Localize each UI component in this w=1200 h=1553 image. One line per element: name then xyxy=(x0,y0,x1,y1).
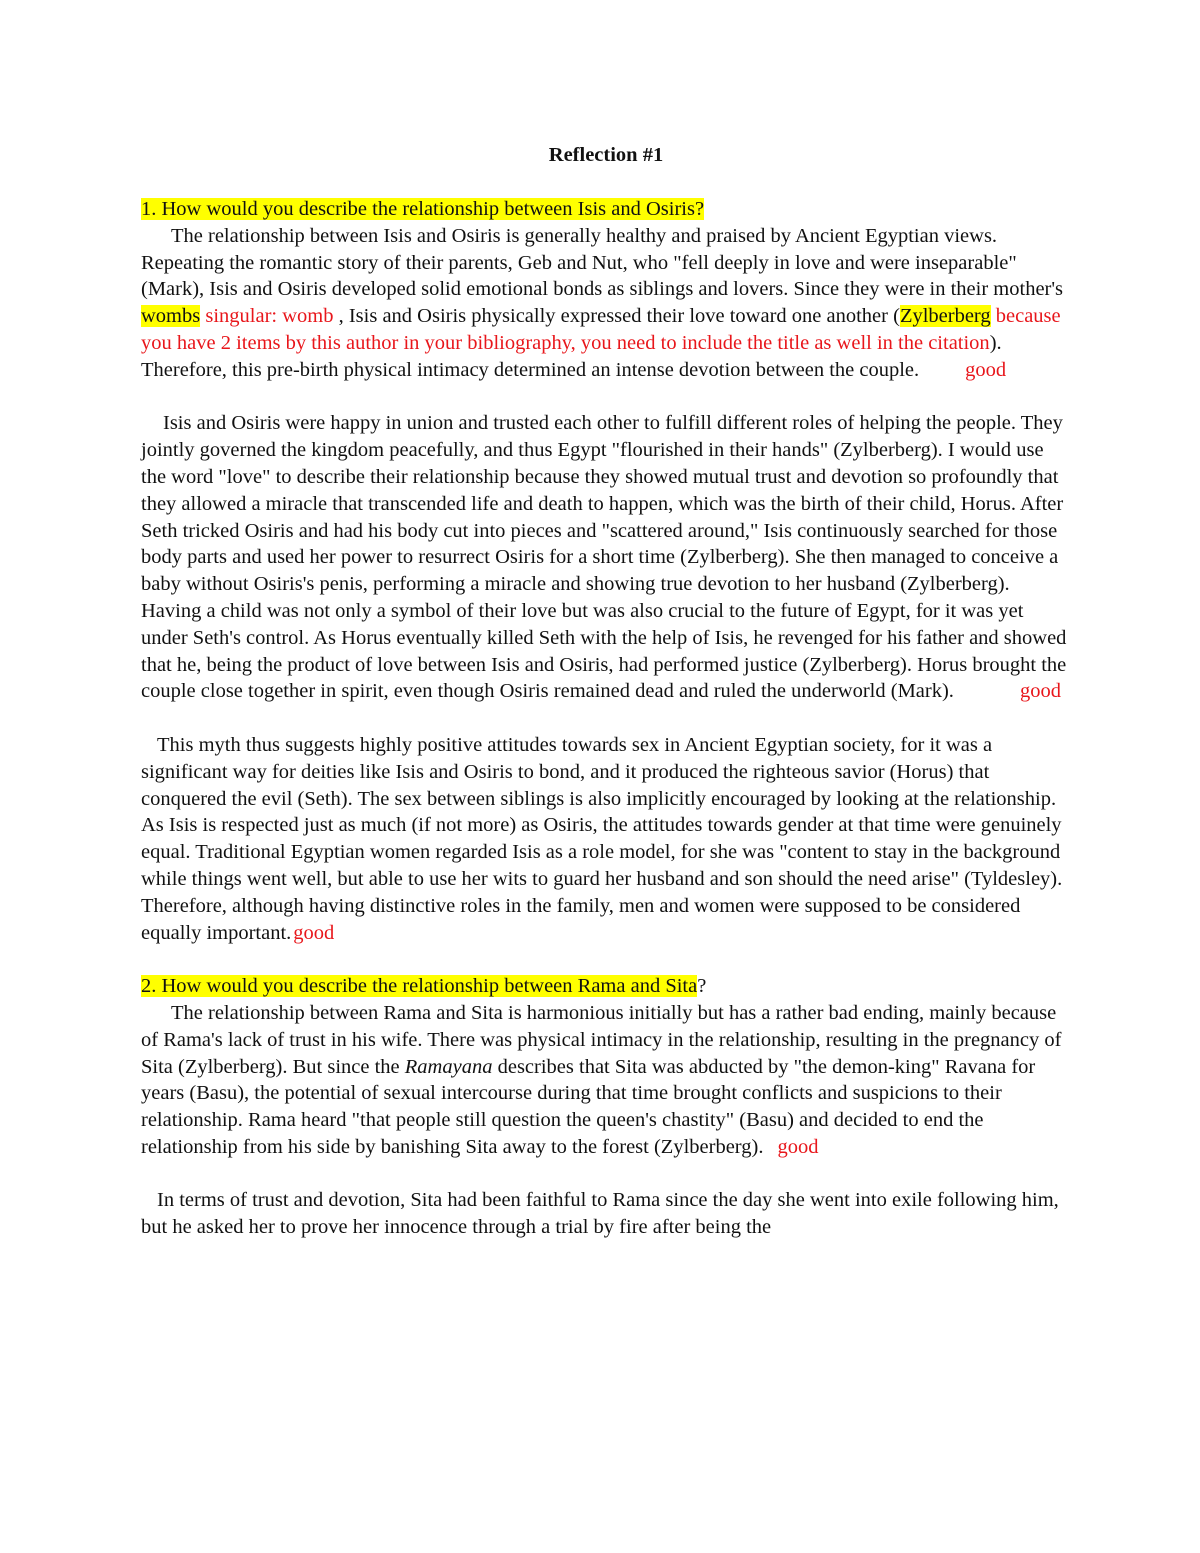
grade-comment-good: good xyxy=(965,358,1007,381)
q1-p2-text: Isis and Osiris were happy in union and trusted each other to fulfill different roles of helping the people. They jointly governed the kingdom peacefully, and thus Egypt "flourished in their hands" (Zylberberg). I would use the word "love" to describe their relationship because they showed mutual trust and devotion so profoundly that they allowed a miracle that transcended life and death to happen, which was the birth of their child, Horus. After Seth tricked Osiris and had his body cut into pieces and "scattered around," Isis continuously searched for those body parts and used her power to resurrect Osiris for a short time (Zylberberg). She then managed to conceive a baby without Osiris's penis, performing a miracle and showing true devotion to her husband (Zylberberg). Having a child was not only a symbol of their love but was also crucial to the future of Egypt, for it was yet under Seth's control. As Horus eventually killed Seth with the help of Isis, he revenged for his father and showed that he, being the product of love between Isis and Osiris, had performed justice (Zylberberg). Horus brought the couple close together in spirit, even though Osiris remained dead and ruled the underworld (Mark). xyxy=(141,412,1067,703)
question-2-mark: ? xyxy=(697,975,707,998)
paragraph-gap xyxy=(141,705,1071,732)
q1-paragraph-3 xyxy=(141,732,1071,946)
paragraph-gap xyxy=(141,946,1071,973)
ramayana-title: Ramayana xyxy=(404,1055,493,1078)
paragraph-gap xyxy=(141,1161,1071,1188)
q2-paragraph-2 xyxy=(141,1187,1071,1241)
q1-p1-text-1: The relationship between Isis and Osiris is generally healthy and praised by Ancient Egyptian views. Repeating the romantic story of their parents, Geb and Nut, who "fell deeply in love and were inseparable" (Mark), Isis and Osiris developed solid emotional bonds as siblings and lovers. Since they were in their mother's xyxy=(141,224,1064,301)
q2-p2-text: In terms of trust and devotion, Sita had been faithful to Rama since the day she went into exile following him, but he asked her to prove her innocence through a trial by fire after being the xyxy=(141,1189,1059,1239)
grade-comment-good: good xyxy=(293,921,335,944)
paragraph-gap xyxy=(141,384,1071,411)
question-2-highlight: 2. How would you describe the relationship between Rama and Sita xyxy=(141,975,698,998)
q1-p3-text: This myth thus suggests highly positive attitudes towards sex in Ancient Egyptian society, for it was a significant way for deities like Isis and Osiris to bond, and it produced the righteous savior (Horus) that conquered the evil (Seth). The sex between siblings is also implicitly encouraged by looking at the relationship. As Isis is respected just as much (if not more) as Osiris, the attitudes towards gender at that time were genuinely equal. Traditional Egyptian women regarded Isis as a role model, for she was "content to stay in the background while things went well, but able to use her wits to guard her husband and son should the need arise" (Tyldesley). Therefore, although having distinctive roles in the family, men and women were supposed to be considered equally important. xyxy=(141,733,1063,944)
q1-p1-text-2: , Isis and Osiris physically expressed their love toward one another ( xyxy=(338,305,900,328)
comment-singular-womb: singular: womb xyxy=(200,305,339,328)
highlight-zylberberg: Zylberberg xyxy=(899,305,991,328)
q2-p1-text-1: The relationship between Rama and Sita is harmonious initially but has a rather bad ending, mainly because of Rama's lack of trust in his wife. There was physical intimacy in the relationship, resulting in the pregnancy of Sita (Zylberberg). But since the xyxy=(141,1001,1062,1078)
question-1-highlight: 1. How would you describe the relationship between Isis and Osiris? xyxy=(141,198,705,220)
q1-p1-text-3: ). Therefore, this pre-birth physical intimacy determined an intense devotion between the couple. xyxy=(141,331,1002,381)
question-2 xyxy=(141,973,1071,1000)
document-page xyxy=(141,142,1071,1241)
document-title: Reflection #1 xyxy=(548,144,664,166)
comment-citation-title: because you have 2 items by this author in your bibliography, you need to include the title as well in the citation xyxy=(141,305,1061,354)
q1-paragraph-1 xyxy=(141,223,1071,384)
q2-p1-text-2: describes that Sita was abducted by "the demon-king" Ravana for years (Basu), the potential of sexual intercourse during that time brought conflicts and suspicions to their relationship. Rama heard "that people still question the queen's chastity" (Basu) and decided to end the relationship from his side by banishing Sita away to the forest (Zylberberg). xyxy=(141,1055,1036,1158)
q2-paragraph-1 xyxy=(141,1000,1071,1161)
grade-comment-good: good xyxy=(777,1135,819,1158)
question-1 xyxy=(141,196,1071,223)
highlight-wombs: wombs xyxy=(141,305,201,328)
grade-comment-good: good xyxy=(1019,680,1061,703)
q1-paragraph-2 xyxy=(141,410,1071,705)
